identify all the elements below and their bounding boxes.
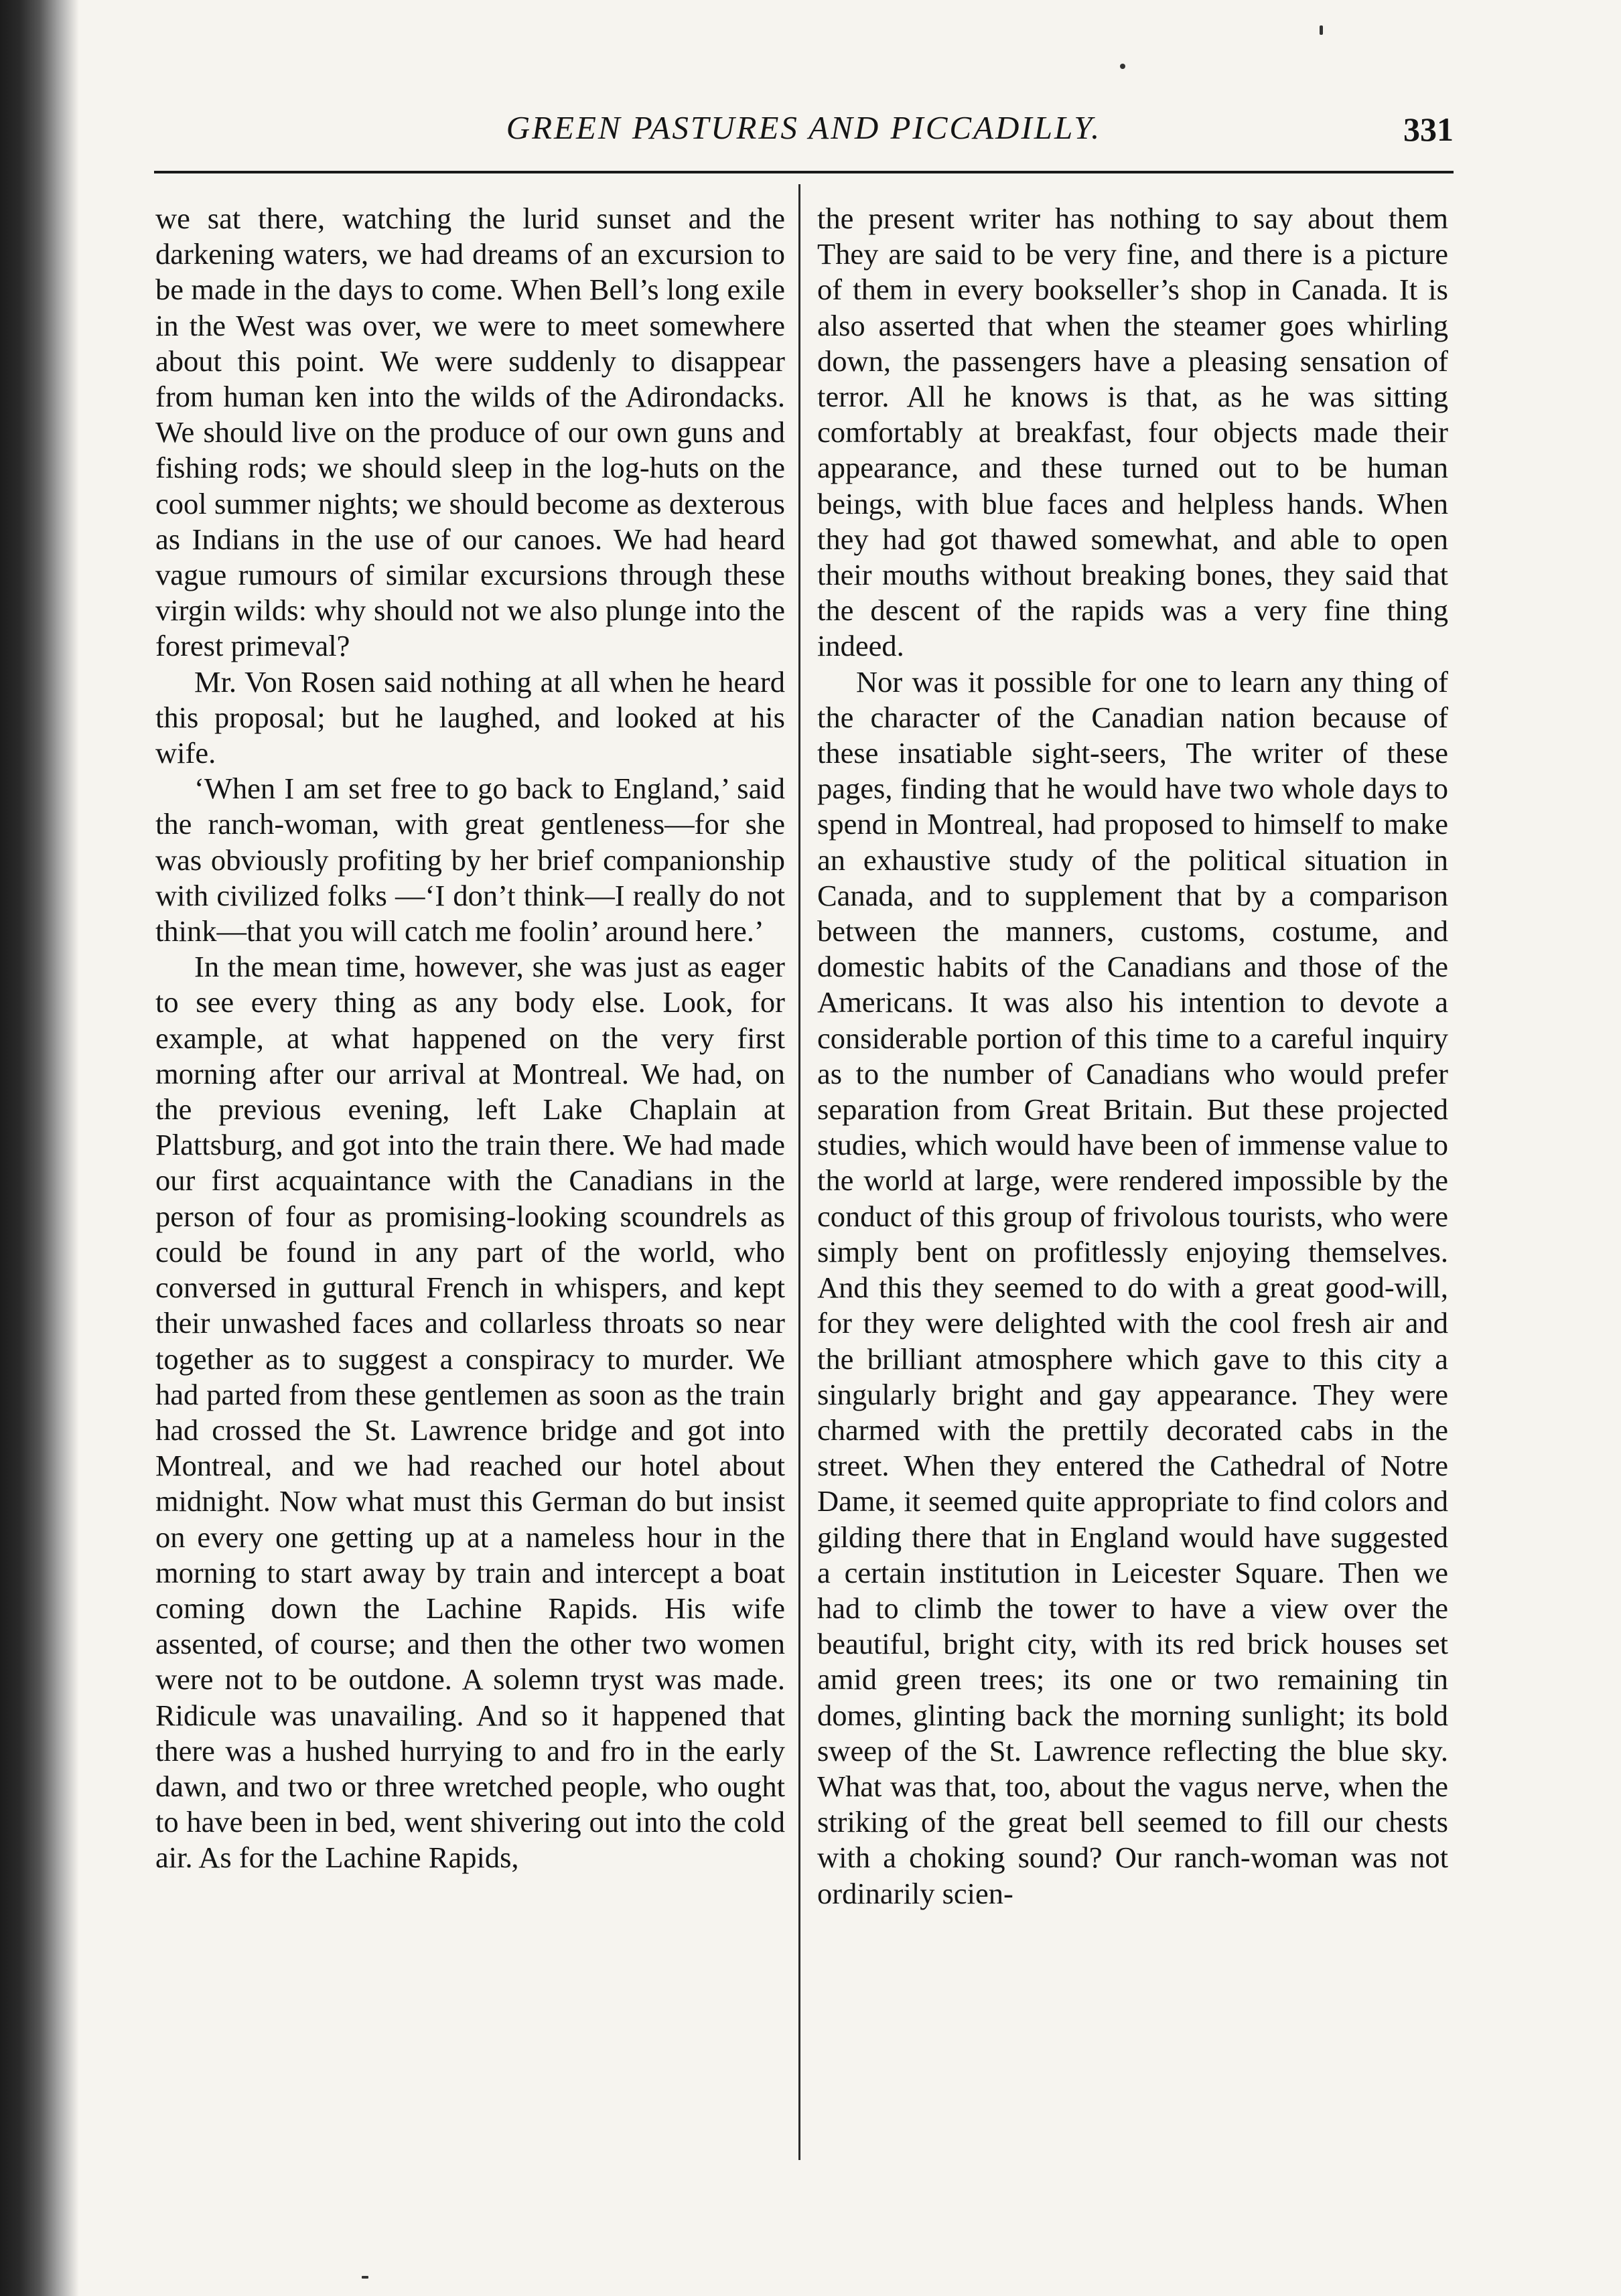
left-column-paragraph: ‘When I am set free to go back to England,’ said the ranch-woman, with great gentleness—for she was obviously profiting by her brief companionship with civilized folks —‘I don’t think—I really do not think—that you will catch me foolin’ around here.’ [155,772,785,948]
running-title: GREEN PASTURES AND PICCADILLY. [506,109,1102,146]
print-speck [362,2276,368,2279]
left-column-paragraph: Mr. Von Rosen said nothing at all when he heard this proposal; but he laughed, and looked at his wife. [155,664,785,770]
header-rule [154,171,1454,173]
left-column-paragraph: In the mean time, however, she was just as eager to see every thing as any body else. Look, for example, at what happened on the very first morning after our arrival at Montreal. We had, on the previous evening, left Lake Chaplain at Plattsburg, and got into the train there. We had made our first acquaintance with the Canadians in the person of four as promising-looking scoundrels as could be found in any part of the world, who conversed in guttural French in whispers, and kept their unwashed faces and collarless throats so near together as to suggest a conspiracy to murder. We had parted from these gentlemen as soon as the train had crossed the St. Lawrence bridge and got into Montreal, and we had reached our hotel about midnight. Now what must this German do but insist on every one getting up at a nameless hour in the morning to start away by train and intercept a boat coming down the Lachine Rapids. His wife assented, of course; and then the other two women were not to be outdone. A solemn tryst was made. Ridicule was unavailing. And so it happened that there was a hushed hurrying to and fro in the early dawn, and two or three wretched people, who ought to have been in bed, went shivering out into the cold air. As for the Lachine Rapids, [155,950,785,1875]
column-divider [798,184,800,2160]
right-column-paragraph: the present writer has nothing to say about them They are said to be very fine, and there is a picture of them in every bookseller’s shop in Canada. It is also asserted that when the steamer goes whirling down, the passengers have a pleasing sensation of terror. All he knows is that, as he was sitting comfortably at breakfast, four objects made their appearance, and these turned out to be human beings, with blue faces and helpless hands. When they had got thawed somewhat, and able to open their mouths without breaking bones, they said that the descent of the rapids was a very fine thing indeed. [817,202,1448,663]
print-speck [1320,25,1323,35]
book-binding-edge [0,0,79,2296]
right-column-paragraph: Nor was it possible for one to learn any thing of the character of the Canadian nation because of these insatiable sight-seers, The writer of these pages, finding that he would have two whole days to spend in Montreal, had proposed to himself to make an exhaustive study of the political situation in Canada, and to supplement that by a comparison between the manners, customs, costume, and domestic habits of the Canadians and those of the Americans. It was also his intention to devote a considerable portion of this time to a careful inquiry as to the number of Canadians who would prefer separation from Great Britain. But these projected studies, which would have been of immense value to the world at large, were rendered impossible by the conduct of this group of frivolous tourists, who were simply bent on profitlessly enjoying themselves. And this they seemed to do with a great good-will, for they were delighted with the cool fresh air and the brilliant atmosphere which gave to this city a singularly bright and gay appearance. They were charmed with the prettily decorated cabs in the street. When they entered the Cathedral of Notre Dame, it seemed quite appropriate to find colors and gilding there that in England would have suggested a certain institution in Leicester Square. Then we had to climb the tower to have a view over the beautiful, bright city, with its red brick houses set amid green trees; its one or two remaining tin domes, glinting back the morning sunlight; its bold sweep of the St. Lawrence reflecting the blue sky. What was that, too, about the vagus nerve, when the striking of the great bell seemed to fill our chests with a choking sound? Our ranch-woman was not ordinarily scien- [817,664,1448,1910]
running-head [154,100,1454,161]
page-number: 331 [1403,111,1454,148]
right-text-column [817,201,1448,1912]
left-text-column [155,201,785,1876]
left-column-paragraph: we sat there, watching the lurid sunset and the darkening waters, we had dreams of an excursion to be made in the days to come. When Bell’s long exile in the West was over, we were to meet somewhere about this point. We were suddenly to disappear from human ken into the wilds of the Adirondacks. We should live on the produce of our own guns and fishing rods; we should sleep in the log-huts on the cool summer nights; we should become as dexterous as Indians in the use of our canoes. We had heard vague rumours of similar excursions through these virgin wilds: why should not we also plunge into the forest primeval? [155,202,785,663]
print-speck [1120,64,1125,69]
